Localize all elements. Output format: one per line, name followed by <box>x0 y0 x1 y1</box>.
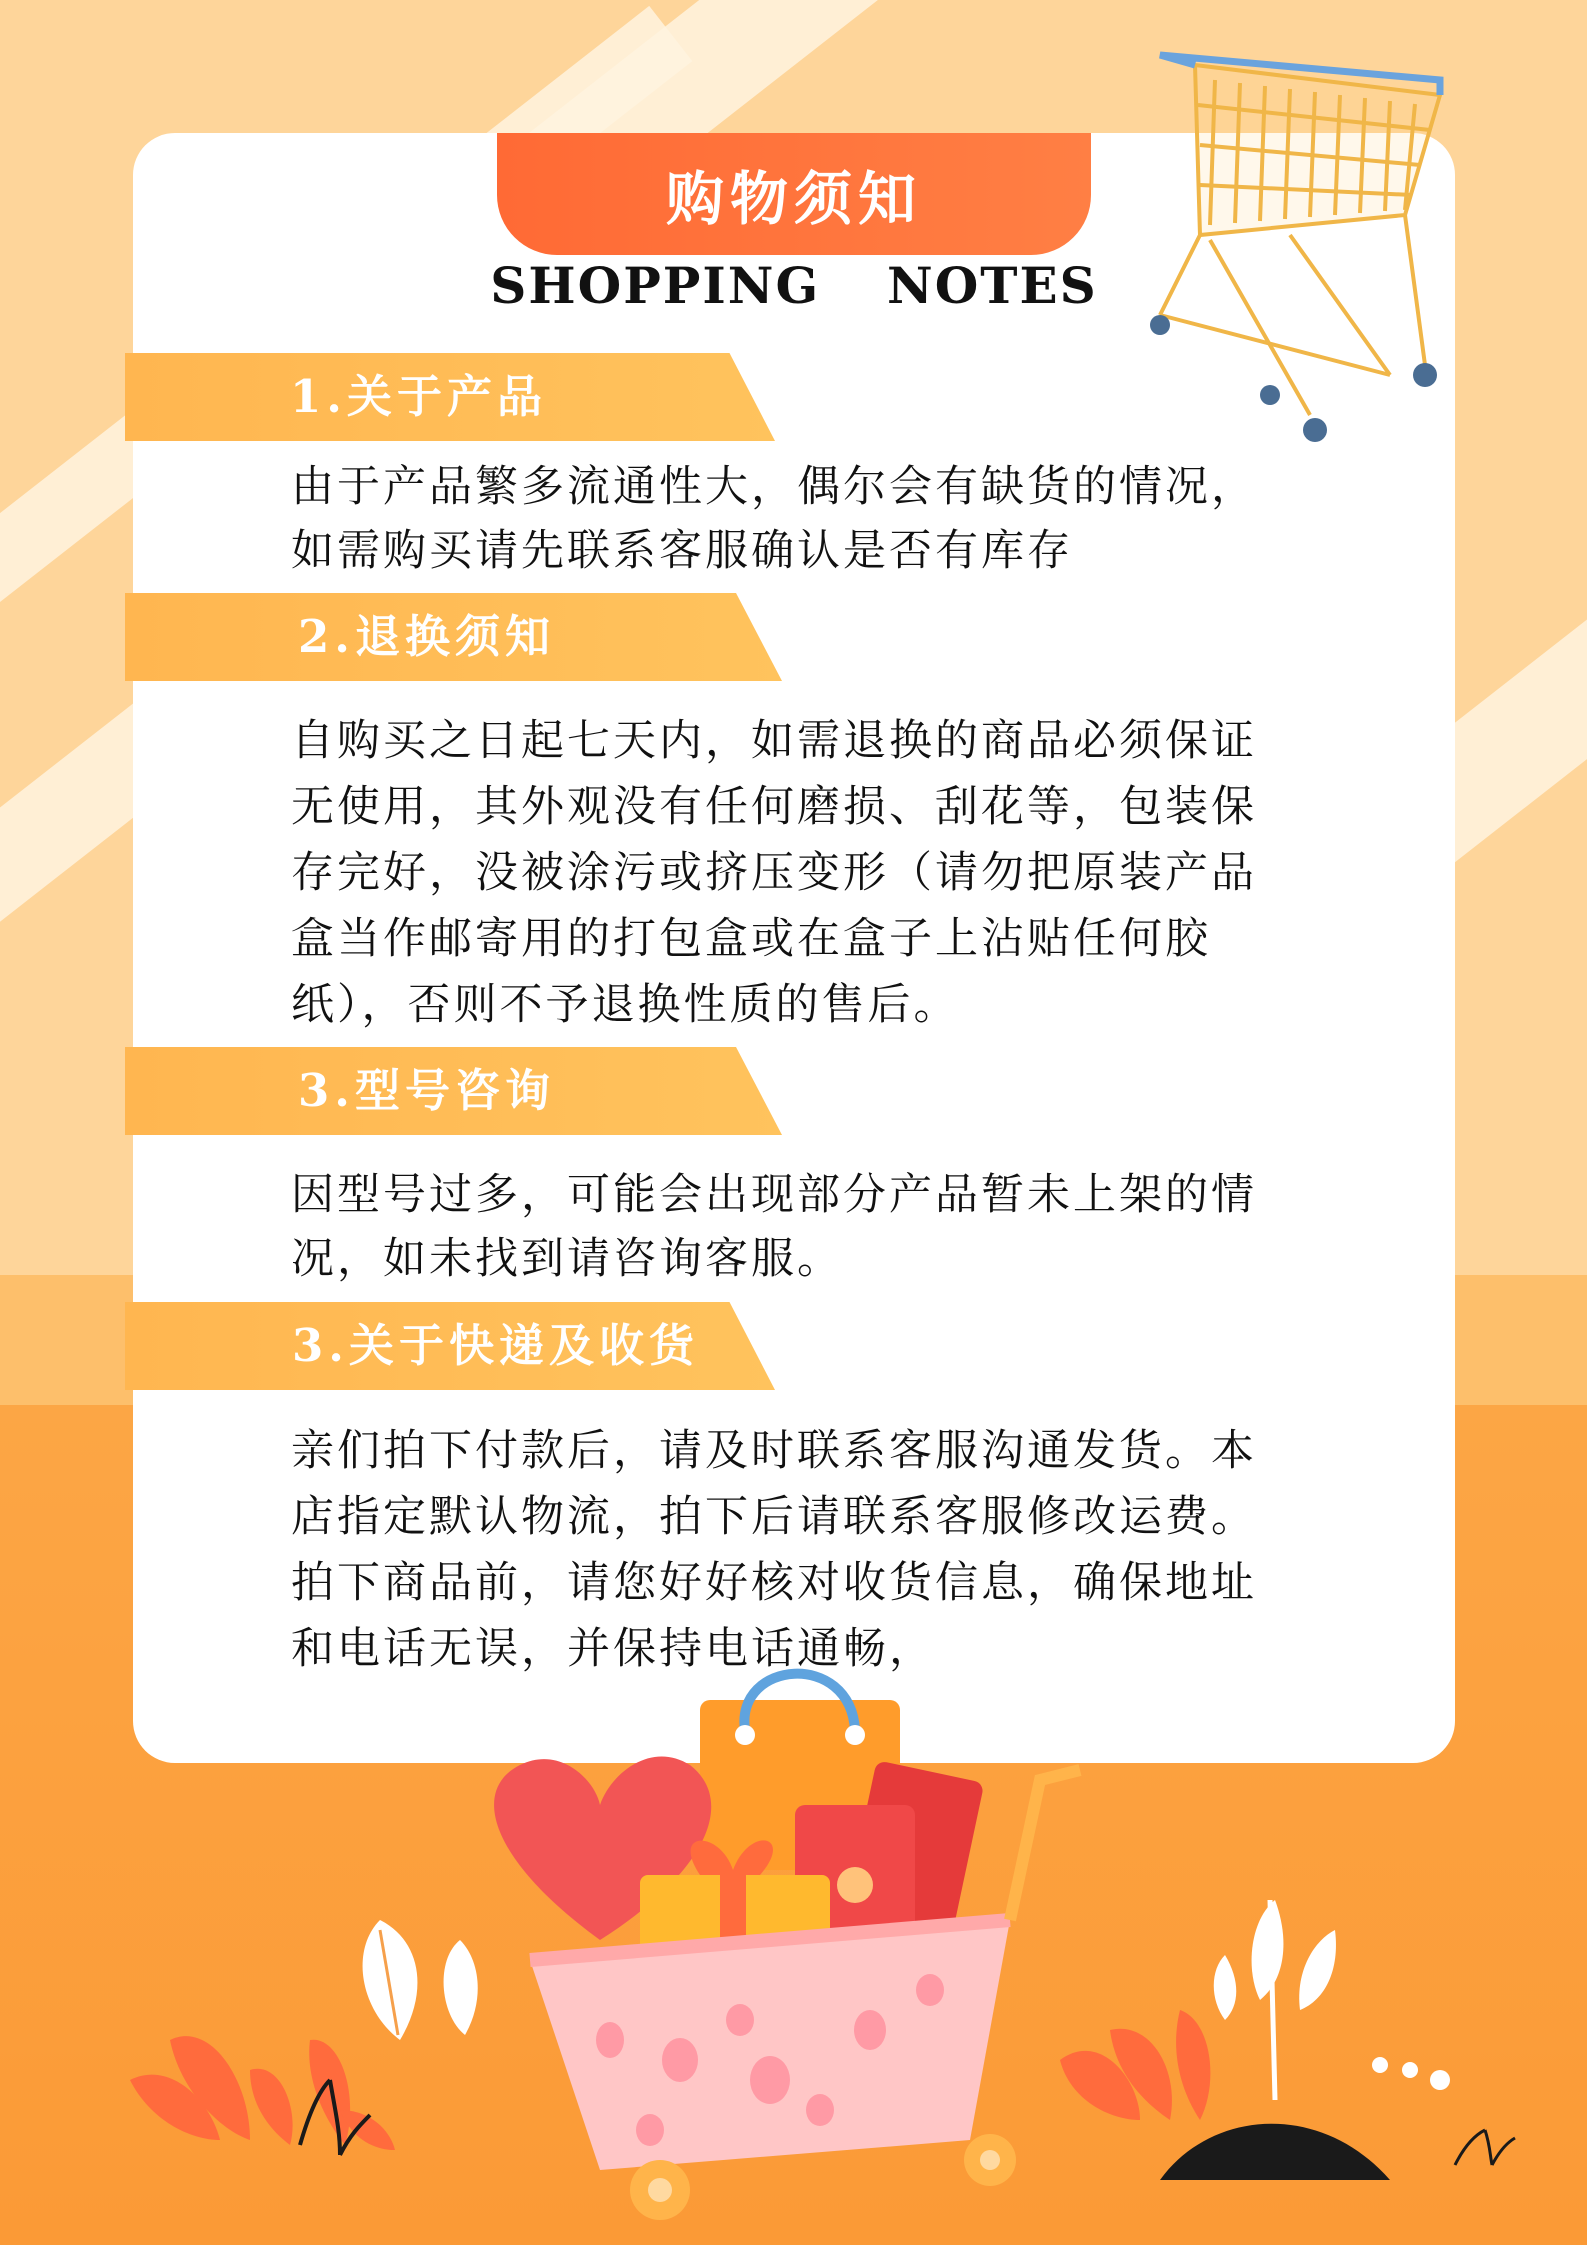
section-body <box>291 1418 1311 1682</box>
text-line: 如需购买请先联系客服确认是否有库存 <box>291 526 1073 576</box>
shopping-cart-icon <box>1140 35 1450 455</box>
text-line: 纸），否则不予退换性质的售后。 <box>291 980 960 1030</box>
page-title: 购物须知 <box>665 165 922 233</box>
section-heading: 1.关于产品 <box>290 370 547 423</box>
text-line: 和电话无误，并保持电话通畅， <box>291 1624 935 1674</box>
text-line: 拍下商品前，请您好好核对收货信息，确保地址 <box>291 1558 1257 1608</box>
text-line: 盒当作邮寄用的打包盒或在盒子上沾贴任何胶 <box>291 914 1211 964</box>
section-body <box>291 1163 1311 1291</box>
shopping-basket-icon <box>450 1660 1110 2245</box>
text-line: 自购买之日起七天内，如需退换的商品必须保证 <box>291 716 1257 766</box>
section-body <box>291 455 1311 583</box>
text-line: 况，如未找到请咨询客服。 <box>291 1234 843 1284</box>
plant-icon <box>1060 1860 1530 2245</box>
text-line: 亲们拍下付款后，请及时联系客服沟通发货。本 <box>291 1426 1257 1476</box>
plant-icon <box>130 1810 490 2245</box>
text-line: 因型号过多，可能会出现部分产品暂未上架的情 <box>291 1170 1257 1220</box>
section-body <box>291 708 1311 1038</box>
text-line: 由于产品繁多流通性大，偶尔会有缺货的情况， <box>291 462 1257 512</box>
section-heading: 3.关于快递及收货 <box>292 1319 699 1372</box>
section-heading: 2.退换须知 <box>298 610 555 663</box>
text-line: 无使用，其外观没有任何磨损、刮花等，包装保 <box>291 782 1257 832</box>
text-line: 店指定默认物流，拍下后请联系客服修改运费。 <box>291 1492 1257 1542</box>
page-subtitle: SHOPPING NOTES <box>490 256 1098 315</box>
text-line: 存完好，没被涂污或挤压变形（请勿把原装产品 <box>291 848 1257 898</box>
section-heading: 3.型号咨询 <box>298 1064 555 1117</box>
title-tab <box>497 133 1091 255</box>
